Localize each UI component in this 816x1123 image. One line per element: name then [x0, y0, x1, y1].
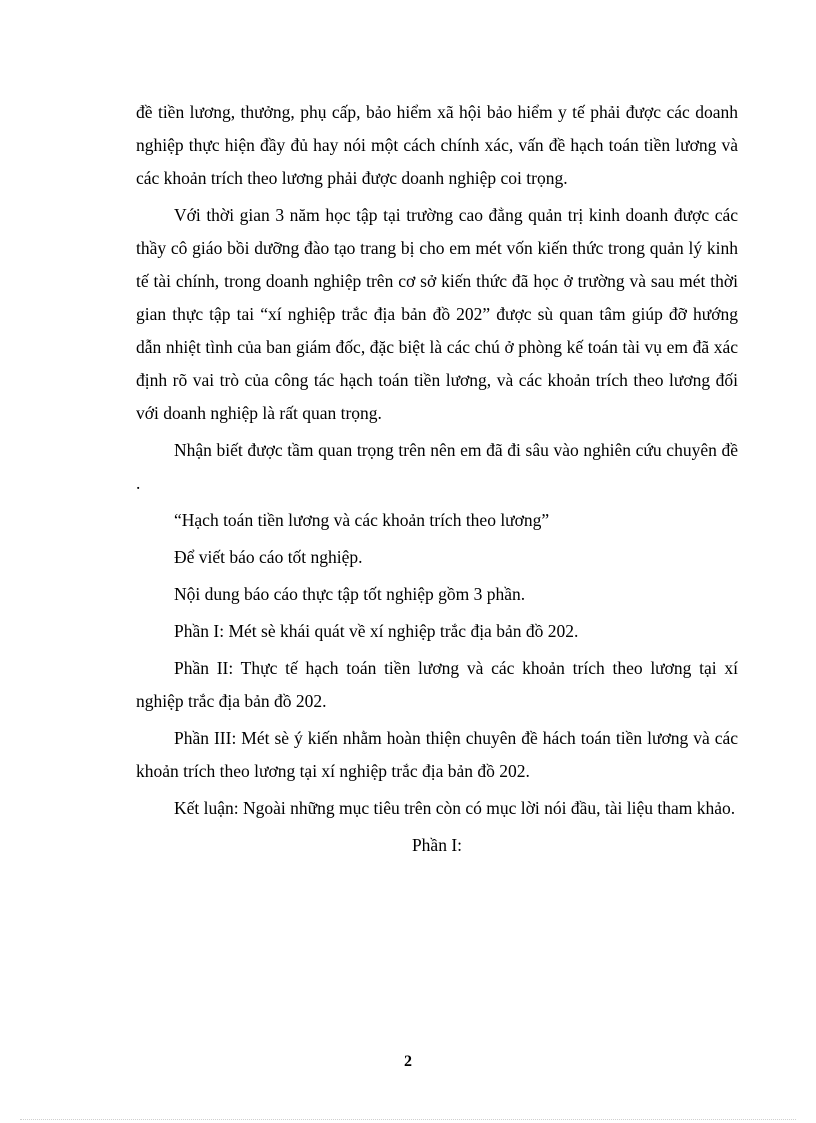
paragraph-content-overview: Nội dung báo cáo thực tập tốt nghiệp gồm 3 phần. — [174, 584, 526, 604]
section-heading: Phần I: — [411, 835, 463, 855]
report-topic-title: “Hạch toán tiền lương và các khoản trích theo lương” — [174, 510, 550, 530]
paragraph-conclusion: Kết luận: Ngoài những mục tiêu trên còn có mục lời nói đầu, tài liệu tham khảo. — [174, 798, 736, 818]
page-bottom-divider — [20, 1119, 796, 1120]
outline-part-1: Phần I: Mét sè khái quát về xí nghiệp trắc địa bản đồ 202. — [174, 621, 579, 641]
outline-part-2: Phần II: Thực tế hạch toán tiền lương và các khoản trích theo lương tại xí nghiệp trắc địa bản đồ 202. — [136, 658, 738, 711]
page-number: 2 — [404, 1053, 412, 1070]
paragraph-intro-continuation: đề tiền lương, thưởng, phụ cấp, bảo hiểm xã hội bảo hiểm y tế phải được các doanh nghiệp thực hiện đầy đủ hay nói một cách chính xác, vấn đề hạch toán tiền lương và các khoản trích theo lương phải được doanh nghiệp coi trọng. — [136, 102, 738, 188]
paragraph-study-background: Với thời gian 3 năm học tập tại trường cao đẳng quản trị kinh doanh được các thầy cô giáo bồi dưỡng đào tạo trang bị cho em mét vốn kiến thức trong quản lý kinh tế tài chính, trong doanh nghiệp trên cơ sở kiến thức đã học ở trường và sau mét thời gian thực tập tai “xí nghiệp trắc địa bản đồ 202” được sù quan tâm giúp đỡ hướng dẫn nhiệt tình của ban giám đốc, đặc biệt là các chú ở phòng kế toán tài vụ em đã xác định rõ vai trò của công tác hạch toán tiền lương, và các khoản trích theo lương đối với doanh nghiệp là rất quan trọng. — [136, 205, 738, 423]
paragraph-topic-importance: Nhận biết được tầm quan trọng trên nên em đã đi sâu vào nghiên cứu chuyên đề . — [136, 440, 738, 493]
paragraph-purpose: Để viết báo cáo tốt nghiệp. — [174, 547, 363, 567]
outline-part-3: Phần III: Mét sè ý kiến nhằm hoàn thiện chuyên đề hách toán tiền lương và các khoản trích theo lương tại xí nghiệp trắc địa bản đồ 202. — [136, 728, 738, 781]
document-body — [136, 96, 738, 862]
